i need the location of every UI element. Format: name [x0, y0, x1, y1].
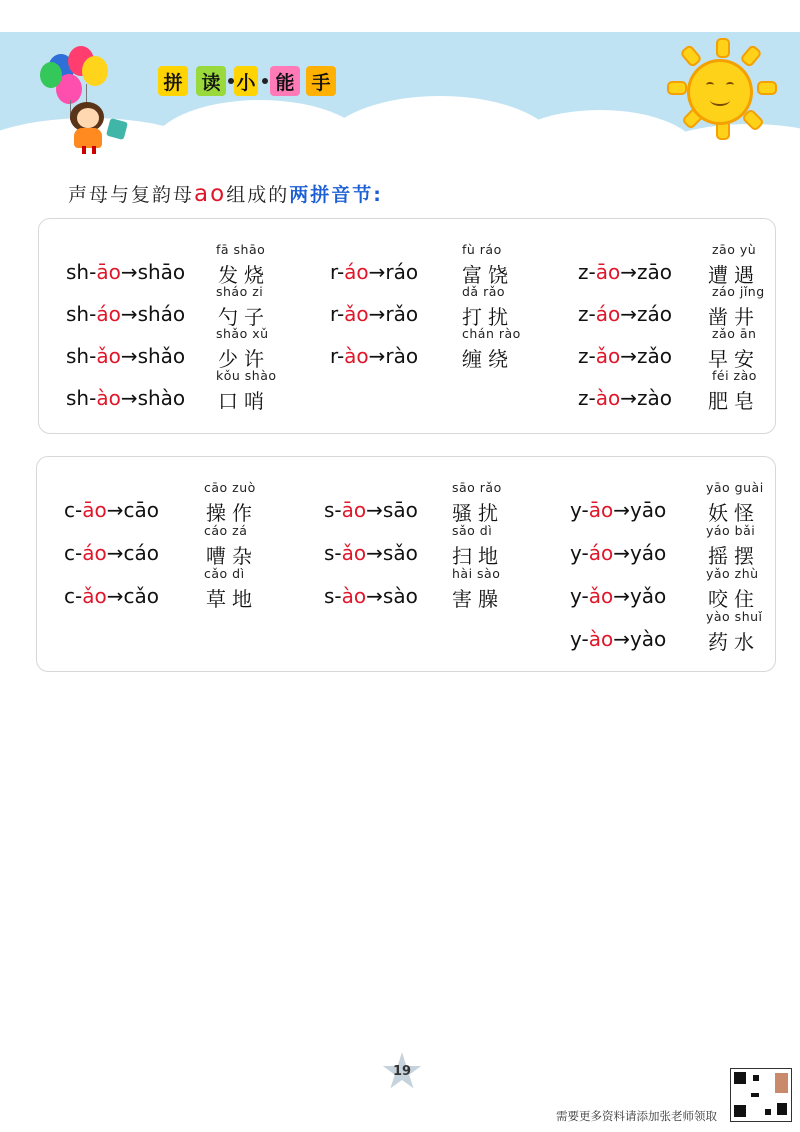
sun-ray [716, 38, 730, 58]
word-hanzi: 肥皂 [708, 389, 760, 413]
word-hanzi: 药水 [708, 630, 760, 654]
final-vowel: ào [341, 584, 367, 608]
word-pinyin: chán rào [462, 326, 521, 341]
word-hanzi: 摇摆 [708, 544, 760, 568]
word-pinyin: yào shuǐ [706, 609, 763, 624]
spelling-formula [64, 498, 159, 522]
final-vowel: āo [588, 498, 614, 522]
initial: r- [330, 344, 345, 368]
initial: c- [64, 498, 83, 522]
title-char-box: 能 [270, 66, 300, 96]
word-pinyin: yáo bǎi [706, 523, 756, 538]
spelling-formula [578, 302, 672, 326]
word-hanzi: 发烧 [218, 263, 270, 287]
spelling-formula [324, 498, 418, 522]
word-pinyin: dǎ rǎo [462, 284, 506, 299]
qr-block [777, 1103, 787, 1115]
page-number: 19 [392, 1064, 412, 1079]
sun-eye [726, 82, 734, 88]
spelling-formula [330, 302, 418, 326]
word-hanzi: 凿井 [708, 305, 760, 329]
girl-legs [82, 146, 86, 154]
word-pinyin: zǎo ān [712, 326, 757, 341]
syllable-result: →sào [366, 584, 418, 608]
final-vowel: áo [344, 260, 369, 284]
heading-text: 声母与复韵母 [68, 184, 195, 206]
final-vowel: ǎo [341, 541, 367, 565]
footer-note: 需要更多资料请添加张老师领取 [556, 1109, 717, 1123]
initial: c- [64, 541, 83, 565]
final-vowel: ǎo [96, 344, 121, 368]
qr-code-icon [730, 1068, 792, 1122]
syllable-result: →záo [620, 302, 672, 326]
sun-icon [690, 62, 750, 122]
title-char-box: 拼 [158, 66, 188, 96]
title-char-box: 读 [196, 66, 226, 96]
final-vowel: āo [82, 498, 107, 522]
initial: r- [330, 260, 345, 284]
word-pinyin: fā shāo [216, 242, 266, 257]
initial: s- [324, 541, 342, 565]
sun-mouth [710, 94, 730, 106]
word-hanzi: 勺子 [218, 305, 270, 329]
word-hanzi: 操作 [206, 501, 258, 525]
word-pinyin: záo jǐng [712, 284, 765, 299]
final-vowel: ào [344, 344, 369, 368]
initial: sh- [66, 302, 97, 326]
spelling-formula [324, 584, 418, 608]
syllable-result: →yǎo [613, 584, 667, 608]
word-hanzi: 打扰 [462, 305, 514, 329]
word-hanzi: 少许 [218, 347, 270, 371]
spelling-formula [578, 386, 672, 410]
title-dot [228, 78, 234, 84]
initial: y- [570, 498, 589, 522]
initial: s- [324, 498, 342, 522]
word-pinyin: sǎo dì [452, 523, 493, 538]
heading-highlight: 两拼音节 [289, 184, 374, 206]
syllable-result: →cáo [106, 541, 159, 565]
word-pinyin: sháo zi [216, 284, 264, 299]
initial: z- [578, 302, 596, 326]
word-hanzi: 妖怪 [708, 501, 760, 525]
word-hanzi: 草地 [206, 587, 258, 611]
qr-photo [775, 1073, 788, 1093]
word-pinyin: shǎo xǔ [216, 326, 269, 341]
sun-ray [757, 81, 777, 95]
word-hanzi: 扫地 [452, 544, 504, 568]
final-vowel: áo [588, 541, 614, 565]
syllable-result: →sǎo [366, 541, 418, 565]
title-char-box: 小 [234, 66, 258, 96]
spelling-formula [66, 344, 185, 368]
word-pinyin: fù ráo [462, 242, 502, 257]
syllable-result: →zǎo [620, 344, 672, 368]
word-hanzi: 富饶 [462, 263, 514, 287]
word-pinyin: cáo zá [204, 523, 248, 538]
syllable-result: →shǎo [120, 344, 186, 368]
initial: sh- [66, 386, 97, 410]
word-hanzi: 遭遇 [708, 263, 760, 287]
spelling-formula [66, 302, 185, 326]
word-pinyin: yāo guài [706, 480, 764, 495]
word-pinyin: cǎo dì [204, 566, 245, 581]
initial: z- [578, 386, 596, 410]
qr-block [751, 1093, 759, 1097]
title-dot [262, 78, 268, 84]
final-vowel: ào [595, 386, 621, 410]
word-pinyin: sāo rǎo [452, 480, 502, 495]
syllable-result: →ráo [368, 260, 419, 284]
initial: r- [330, 302, 345, 326]
initial: s- [324, 584, 342, 608]
spelling-formula [64, 584, 159, 608]
syllable-result: →sháo [120, 302, 186, 326]
page-top-margin [0, 0, 800, 32]
syllable-result: →rào [368, 344, 419, 368]
initial: y- [570, 627, 589, 651]
initial: sh- [66, 344, 97, 368]
spelling-formula [330, 344, 418, 368]
final-vowel: ǎo [344, 302, 369, 326]
qr-block [734, 1105, 746, 1117]
syllable-result: →yáo [613, 541, 667, 565]
word-pinyin: féi zào [712, 368, 757, 383]
syllable-result: →zāo [620, 260, 672, 284]
word-hanzi: 害臊 [452, 587, 504, 611]
spelling-formula [64, 541, 159, 565]
final-vowel: ǎo [588, 584, 614, 608]
initial: sh- [66, 260, 97, 284]
word-pinyin: cāo zuò [204, 480, 256, 495]
final-vowel: ào [588, 627, 614, 651]
spelling-formula [66, 260, 185, 284]
final-vowel: ǎo [595, 344, 621, 368]
word-hanzi: 缠绕 [462, 347, 514, 371]
girl-face [77, 108, 99, 128]
final-vowel: áo [595, 302, 621, 326]
initial: c- [64, 584, 83, 608]
final-vowel: āo [341, 498, 367, 522]
spelling-formula [570, 498, 666, 522]
word-hanzi: 骚扰 [452, 501, 504, 525]
syllable-result: →cāo [106, 498, 159, 522]
word-pinyin: kǒu shào [216, 368, 277, 383]
spelling-formula [330, 260, 418, 284]
sun-ray [716, 120, 730, 140]
syllable-result: →yào [613, 627, 667, 651]
spelling-formula [578, 260, 672, 284]
word-pinyin: zāo yù [712, 242, 757, 257]
girl-legs [92, 146, 96, 154]
initial: z- [578, 344, 596, 368]
balloon-icon [40, 62, 62, 88]
initial: z- [578, 260, 596, 284]
section-heading [68, 180, 383, 207]
final-vowel: áo [96, 302, 121, 326]
word-hanzi: 口哨 [218, 389, 270, 413]
girl-dress [74, 128, 102, 148]
spelling-formula [578, 344, 672, 368]
word-hanzi: 咬住 [708, 587, 760, 611]
final-vowel: āo [96, 260, 121, 284]
word-pinyin: yǎo zhù [706, 566, 759, 581]
heading-text: 组成的 [226, 184, 290, 206]
sun-ray [667, 81, 687, 95]
syllable-result: →shāo [120, 260, 186, 284]
word-pinyin: hài sào [452, 566, 501, 581]
final-vowel: ào [96, 386, 121, 410]
final-vowel: āo [595, 260, 621, 284]
initial: y- [570, 584, 589, 608]
syllable-result: →yāo [613, 498, 667, 522]
spelling-formula [570, 541, 666, 565]
final-vowel: ǎo [82, 584, 107, 608]
syllable-result: →sāo [366, 498, 418, 522]
heading-colon: : [373, 184, 383, 206]
title-char-box: 手 [306, 66, 336, 96]
qr-block [734, 1072, 746, 1084]
spelling-formula [324, 541, 418, 565]
qr-block [765, 1109, 771, 1115]
spelling-formula [570, 627, 666, 651]
spelling-formula [66, 386, 185, 410]
sun-eye [706, 82, 714, 88]
syllable-result: →rǎo [368, 302, 419, 326]
word-hanzi: 嘈杂 [206, 544, 258, 568]
initial: y- [570, 541, 589, 565]
syllable-result: →cǎo [106, 584, 159, 608]
syllable-result: →zào [620, 386, 672, 410]
balloon-icon [82, 56, 108, 86]
word-hanzi: 早安 [708, 347, 760, 371]
cloud-base [0, 150, 800, 180]
spelling-formula [570, 584, 666, 608]
syllable-result: →shào [120, 386, 186, 410]
final-vowel: áo [82, 541, 107, 565]
heading-vowel: ao [194, 181, 227, 207]
qr-block [753, 1075, 759, 1081]
